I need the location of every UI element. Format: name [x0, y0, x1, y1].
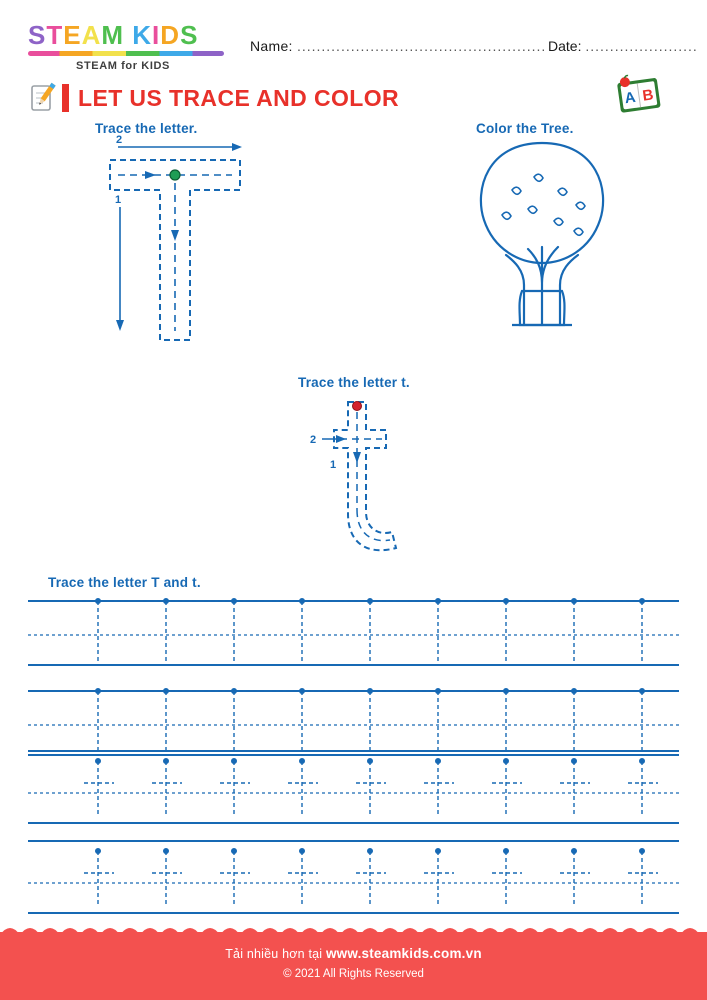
page-footer	[0, 932, 707, 1000]
name-field-row	[250, 38, 546, 54]
date-field-row	[548, 38, 698, 54]
logo-wordmark: STEAM KIDS	[28, 20, 199, 50]
heading-trace-small-letter: Trace the letter t.	[298, 375, 410, 390]
name-input-rule[interactable]: ...................................................	[296, 38, 547, 54]
practice-row-2	[28, 688, 679, 755]
practice-row-4	[28, 841, 679, 913]
practice-row-1	[28, 598, 679, 665]
svg-text:2: 2	[116, 135, 123, 146]
name-label: Name:	[250, 38, 293, 54]
footer-copyright: © 2021 All Rights Reserved	[283, 968, 424, 980]
footer-credit	[0, 932, 707, 961]
trace-letter-T-guide[interactable]	[90, 135, 290, 370]
svg-text:2: 2	[310, 434, 317, 446]
heading-trace-both: Trace the letter T and t.	[48, 575, 201, 590]
footer-website-link[interactable]: www.steamkids.com.vn	[325, 946, 482, 961]
svg-text:B: B	[641, 86, 655, 105]
page-title-row	[28, 82, 399, 114]
page-title: LET US TRACE AND COLOR	[78, 84, 399, 111]
trace-letter-t-guide[interactable]	[300, 390, 440, 565]
date-label: Date:	[548, 38, 582, 54]
tracing-practice-lines[interactable]	[28, 595, 679, 920]
heading-trace-letter: Trace the letter.	[95, 121, 198, 136]
brand-logo	[28, 22, 238, 72]
abc-book-icon	[611, 72, 671, 118]
logo-color-bar	[28, 51, 224, 56]
tree-coloring-art[interactable]	[462, 135, 622, 340]
date-input-rule[interactable]: .......................	[585, 38, 698, 54]
svg-text:1: 1	[115, 194, 122, 206]
footer-credit-prefix: Tải nhiều hơn tại	[225, 947, 326, 961]
svg-text:A: A	[623, 88, 637, 108]
footer-scallop-decoration	[0, 923, 707, 935]
heading-color-tree: Color the Tree.	[476, 121, 574, 136]
pencil-paper-icon	[28, 82, 58, 114]
practice-row-3	[28, 751, 679, 823]
svg-text:1: 1	[330, 459, 337, 471]
title-accent-bar	[62, 84, 69, 112]
logo-tagline: STEAM for KIDS	[76, 60, 170, 72]
